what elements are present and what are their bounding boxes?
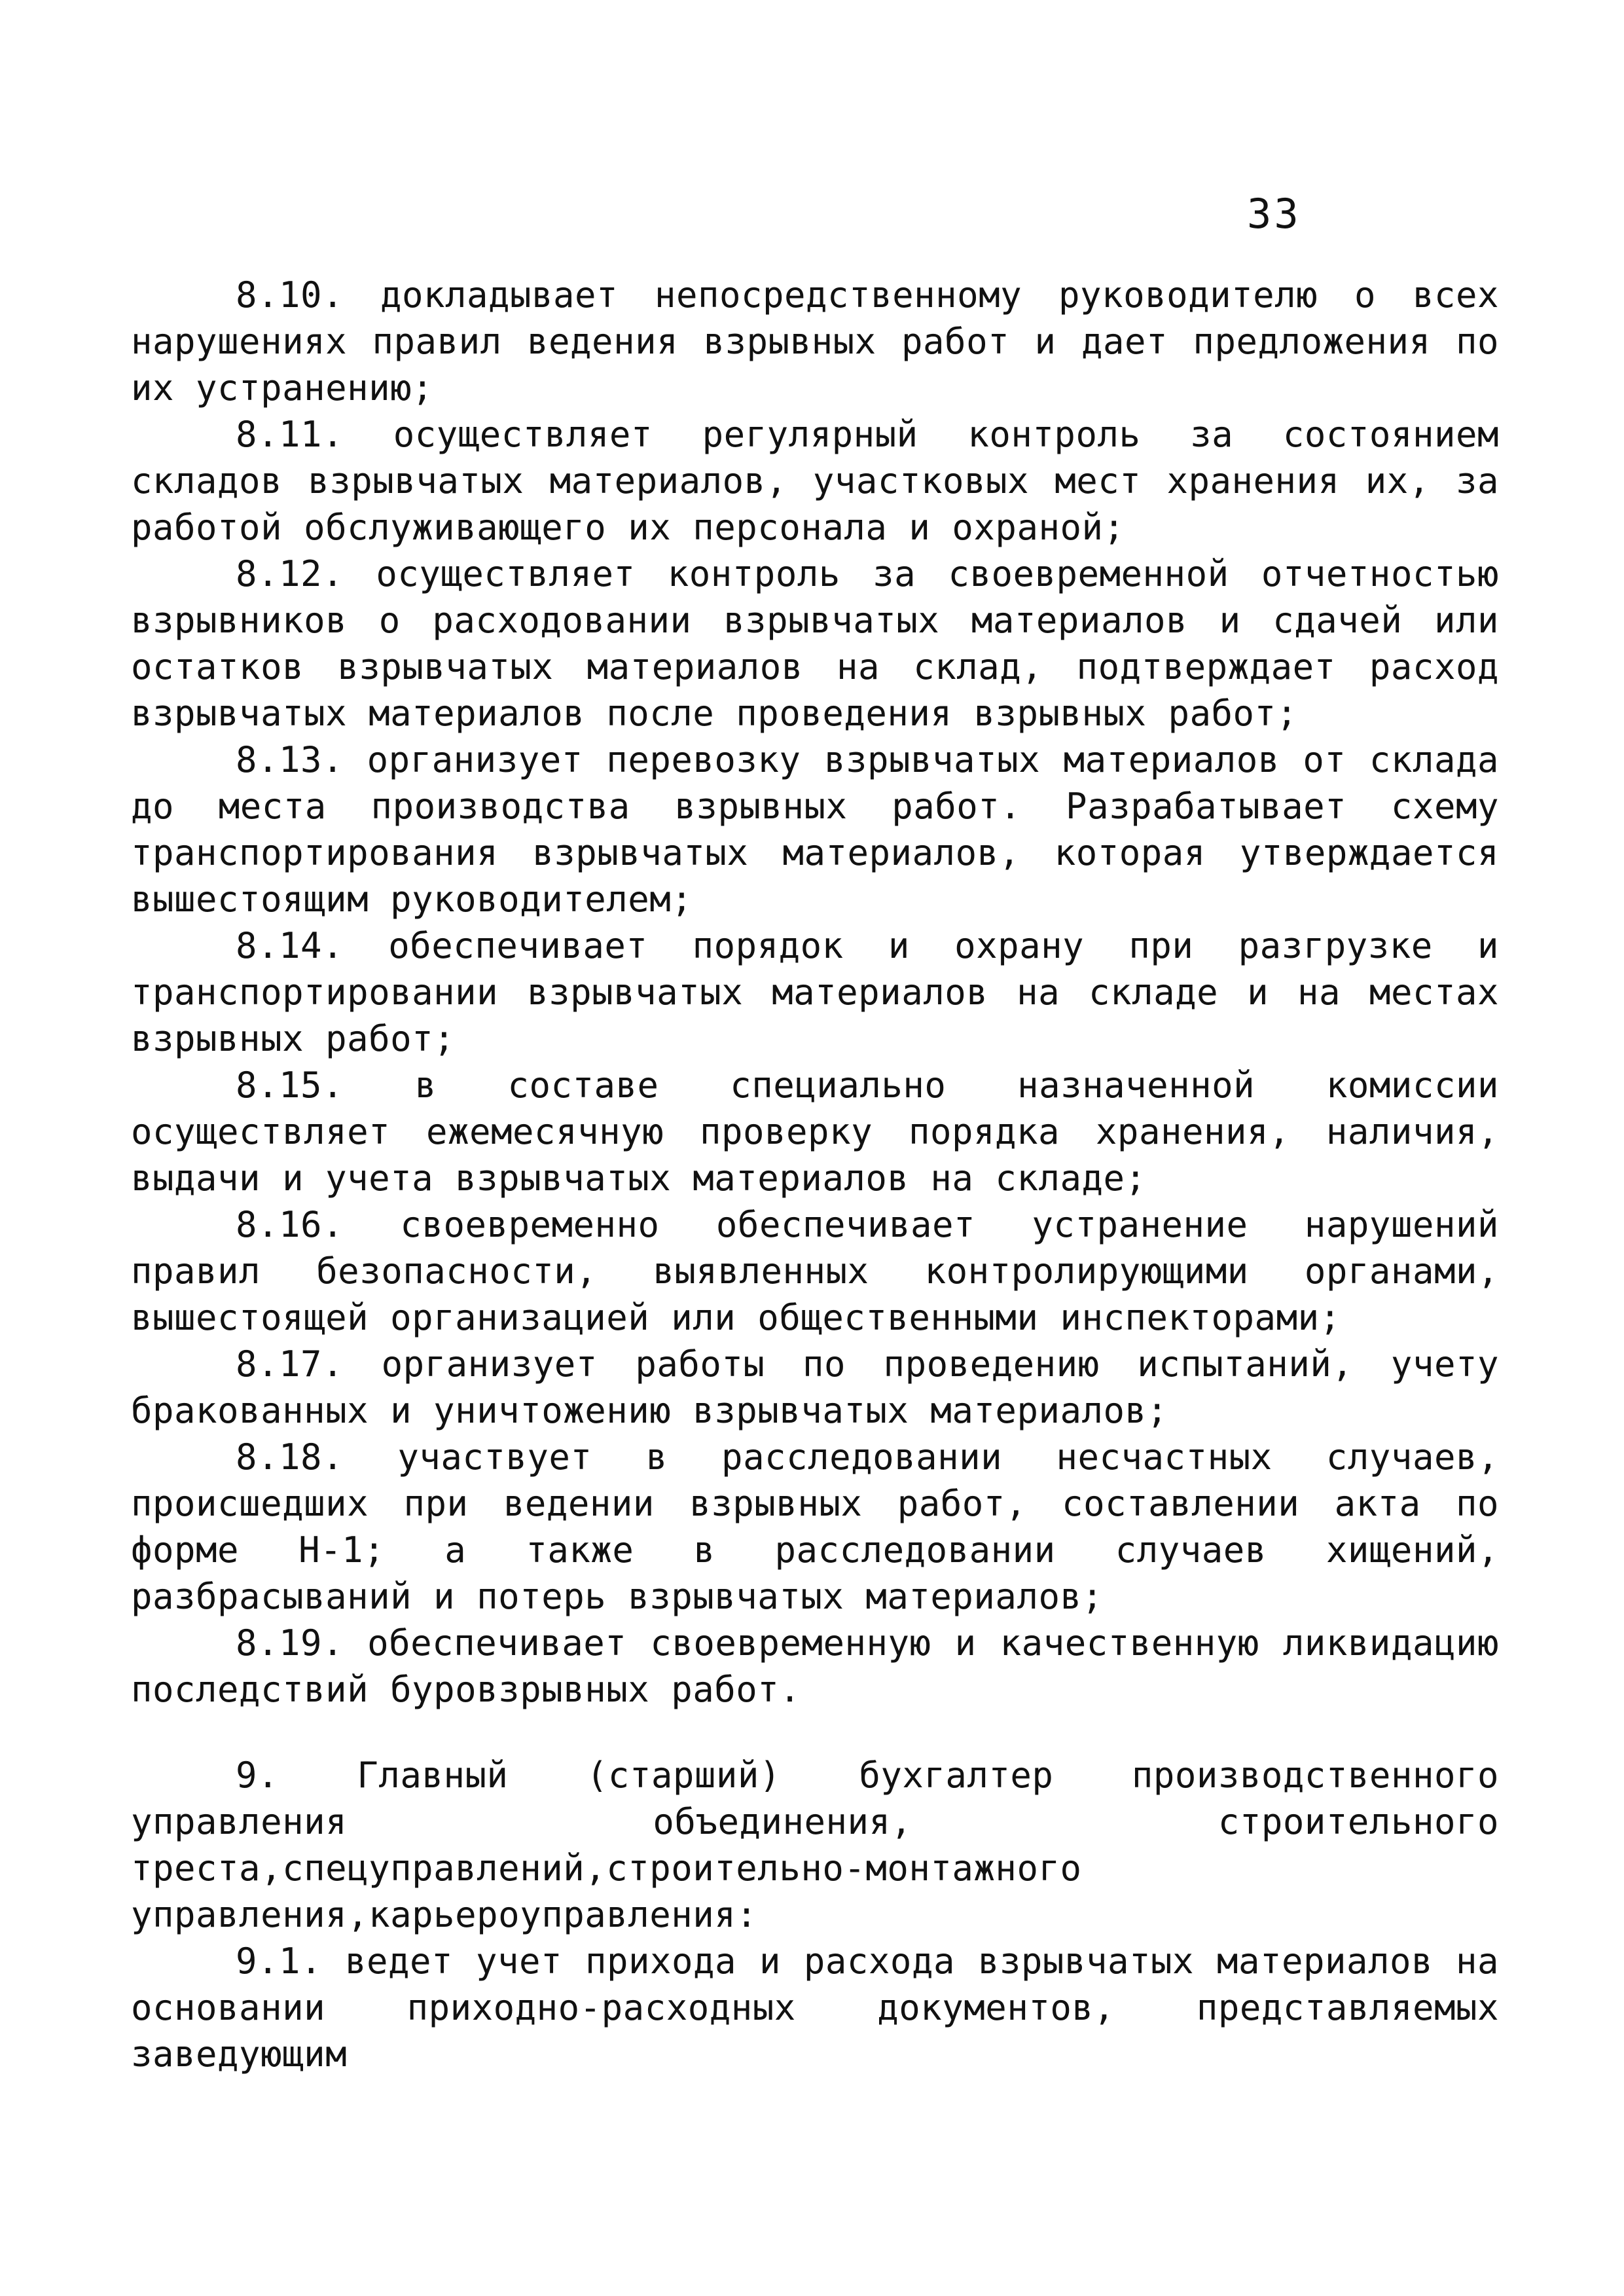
page-number: 33 bbox=[1247, 190, 1301, 238]
document-body bbox=[131, 272, 1499, 2077]
paragraph-8-12: 8.12. осуществляет контроль за своевременной отчетностью взрывников о расходовании взрывчатых материалов и сдачей или остатков взрывчатых материалов на склад, подтверждает расход взрывчатых материалов после проведения взрывных работ; bbox=[131, 553, 1499, 734]
paragraph-8-18: 8.18. участвует в расследовании несчастных случаев, происшедших при ведении взрывных работ, составлении акта по форме Н-1; а также в расследовании случаев хищений, разбрасываний и потерь взрывчатых материалов; bbox=[131, 1436, 1499, 1617]
paragraph-8-10: 8.10. докладывает непосредственному руководителю о всех нарушениях правил ведения взрывных работ и дает предложения по их устранению; bbox=[131, 274, 1499, 409]
paragraph-8-17: 8.17. организует работы по проведению испытаний, учету бракованных и уничтожению взрывчатых материалов; bbox=[131, 1343, 1499, 1431]
paragraph-8-16: 8.16. своевременно обеспечивает устранение нарушений правил безопасности, выявленных контролирующими органами, вышестоящей организацией или общественными инспекторами; bbox=[131, 1204, 1499, 1338]
paragraph-9: 9. Главный (старший) бухгалтер производственного управления объединения, строительного треста,спецуправлений,строительно-монтажного управления,карьероуправления: bbox=[131, 1755, 1499, 1935]
paragraph-8-15: 8.15. в составе специально назначенной комиссии осуществляет ежемесячную проверку порядка хранения, наличия, выдачи и учета взрывчатых материалов на складе; bbox=[131, 1065, 1499, 1199]
paragraph-8-13: 8.13. организует перевозку взрывчатых материалов от склада до места производства взрывных работ. Разрабатывает схему транспортирования взрывчатых материалов, которая утверждается вышестоящим руководителем; bbox=[131, 739, 1499, 920]
paragraph-8-11: 8.11. осуществляет регулярный контроль за состоянием складов взрывчатых материалов, участковых мест хранения их, за работой обслуживающего их персонала и охраной; bbox=[131, 414, 1499, 548]
paragraph-9-1: 9.1. ведет учет прихода и расхода взрывчатых материалов на основании приходно-расходных документов, представляемых заведующим bbox=[131, 1941, 1499, 2075]
paragraph-8-19: 8.19. обеспечивает своевременную и качественную ликвидацию последствий буровзрывных работ. bbox=[131, 1622, 1499, 1710]
paragraph-8-14: 8.14. обеспечивает порядок и охрану при разгрузке и транспортировании взрывчатых материалов на складе и на местах взрывных работ; bbox=[131, 925, 1499, 1059]
